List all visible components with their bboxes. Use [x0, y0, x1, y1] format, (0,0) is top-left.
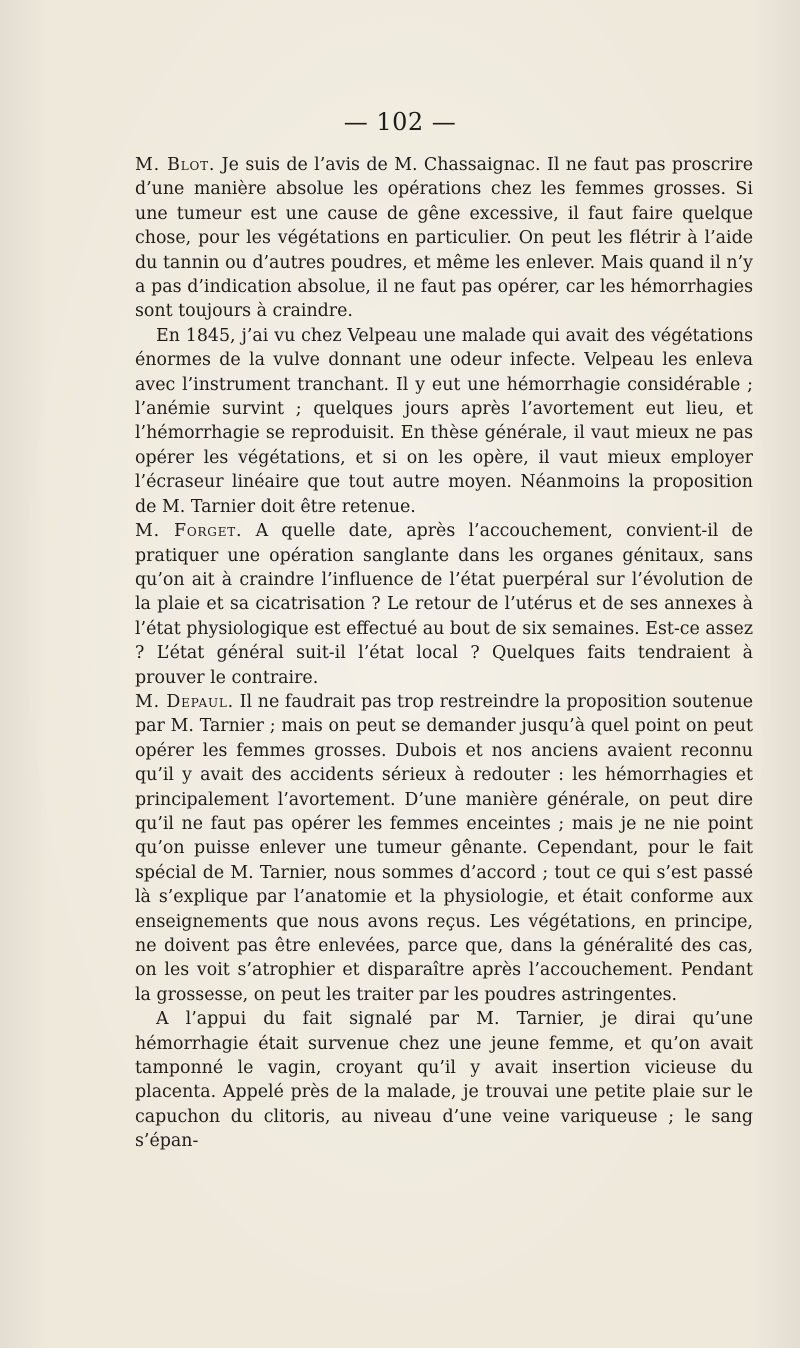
speaker-name: M. Depaul. [135, 691, 234, 712]
body-text [135, 153, 753, 1154]
paragraph-text: En 1845, j’ai vu chez Velpeau une malade qui avait des végétations énormes de la vulve donnant une odeur infecte. Velpeau les enleva avec l’instrument tranchant. Il y eut une hémorrhagie considérable ; l’anémie survint ; quelques jours après l’avortement eut lieu, et l’hémorrhagie se reproduisit. En thèse générale, il vaut mieux ne pas opérer les végétations, et si on les opère, il vaut mieux employer l’écraseur linéaire que tout autre moyen. Néanmoins la proposition de M. Tarnier doit être retenue. [135, 325, 753, 517]
paragraph-blot [135, 153, 753, 324]
paragraph-depaul [135, 690, 753, 1007]
paragraph-text: Il ne faudrait pas trop restreindre la proposition soutenue par M. Tarnier ; mais on peut se demander jusqu’à quel point on peut opérer les femmes grosses. Dubois et nos anciens avaient reconnu qu’il y avait des accidents sérieux à redouter : les hémorrhagies et principalement l’avortement. D’une manière générale, on peut dire qu’il ne faut pas opérer les femmes enceintes ; mais je ne nie point qu’on puisse enlever une tumeur gênante. Cependant, pour le fait spécial de M. Tarnier, nous sommes d’accord ; tout ce qui s’est passé là s’explique par l’anatomie et la physiologie, et était conforme aux enseignements que nous avons reçus. Les végétations, en principe, ne doivent pas être enlevées, parce que, dans la généralité des cas, on les voit s’atrophier et disparaître après l’accouchement. Pendant la grossesse, on peut les traiter par les poudres astringentes. [135, 691, 753, 1005]
paragraph-forget [135, 519, 753, 690]
page-number: — 102 — [343, 108, 457, 136]
paragraph-text: A quelle date, après l’accouchement, convient-il de pratiquer une opération sanglante dans les organes génitaux, sans qu’on ait à craindre l’influence de l’état puerpéral sur l’évolution de la plaie et sa cicatrisation ? Le retour de l’utérus et de ses annexes à l’état physiologique est effectué au bout de six semaines. Est-ce assez ? L’état général suit-il l’état local ? Quelques faits tendraient à prouver le contraire. [135, 521, 753, 688]
speaker-name: M. Forget. [135, 521, 243, 542]
speaker-name: M. Blot. [135, 155, 216, 175]
paragraph-velpeau [135, 324, 753, 519]
paragraph-text: A l’appui du fait signalé par M. Tarnier, je dirai qu’une hémorrhagie était survenue chez une jeune femme, et qu’on avait tamponné le vagin, croyant qu’il y avait insertion vicieuse du placenta. Appelé près de la malade, je trouvai une petite plaie sur le capuchon du clitoris, au niveau d’une veine variqueuse ; le sang s’épan- [135, 1009, 753, 1152]
paragraph-text: Je suis de l’avis de M. Chassaignac. Il ne faut pas proscrire d’une manière absolue les opérations chez les femmes grosses. Si une tumeur est une cause de gêne excessive, il faut faire quelque chose, pour les végétations en particulier. On peut les flétrir à l’aide du tannin ou d’autres poudres, et même les enlever. Mais quand il n’y a pas d’indication absolue, il ne faut pas opérer, car les hémorrhagies sont toujours à craindre. [135, 155, 753, 322]
paragraph-tarnier-case [135, 1007, 753, 1153]
